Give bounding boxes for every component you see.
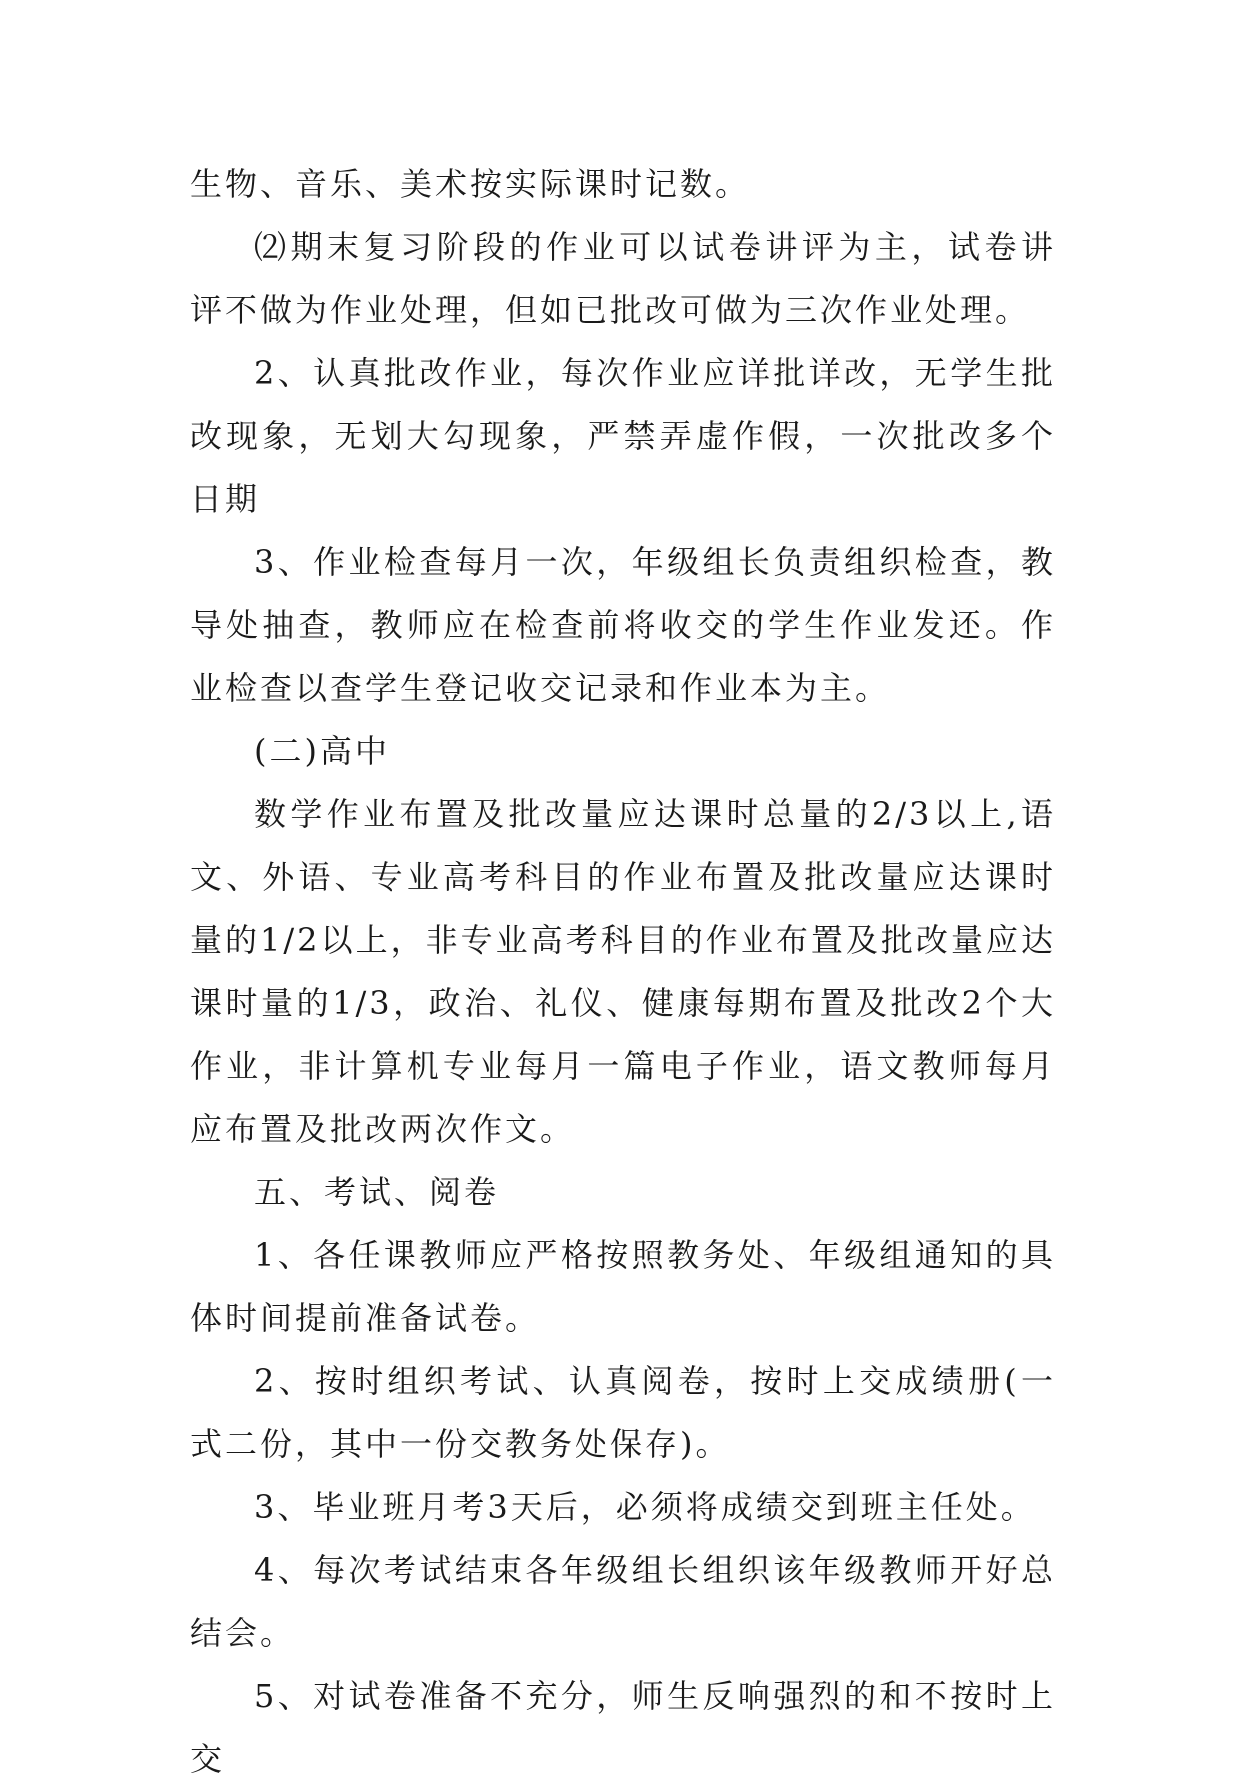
paragraph-final-review: ⑵期末复习阶段的作业可以试卷讲评为主，试卷讲评不做为作业处理，但如已批改可做为三次作业处理。 [190,228,1056,329]
paragraph-summary-meeting: 4、每次考试结束各年级组长组织该年级教师开好总结会。 [190,1551,1056,1652]
paragraph-penalty: 5、对试卷准备不充分，师生反响强烈的和不按时上交 [190,1677,1056,1778]
paragraph-exam-grading: 2、按时组织考试、认真阅卷，按时上交成绩册(一式二份，其中一份交教务处保存)。 [190,1362,1056,1463]
document-page [190,153,1056,1791]
paragraph-graduating-class: 3、毕业班月考3天后，必须将成绩交到班主任处。 [254,1488,1036,1526]
section-heading-high-school: (二)高中 [254,732,390,770]
paragraph-homework-check: 3、作业检查每月一次，年级组长负责组织检查，教导处抽查，教师应在检查前将收交的学生作业发还。作业检查以查学生登记收交记录和作业本为主。 [190,543,1056,707]
paragraph-high-school-homework: 数学作业布置及批改量应达课时总量的2/3以上,语文、外语、专业高考科目的作业布置及批改量应达课时量的1/2以上，非专业高考科目的作业布置及批改量应达课时量的1/3，政治、礼仪、健康每期布置及批改2个大作业，非计算机专业每月一篇电子作业，语文教师每月应布置及批改两次作文。 [190,795,1056,1148]
paragraph-exam-prep: 1、各任课教师应严格按照教务处、年级组通知的具体时间提前准备试卷。 [190,1236,1056,1337]
paragraph-grading: 2、认真批改作业，每次作业应详批详改，无学生批改现象，无划大勾现象，严禁弄虚作假，一次批改多个日期 [190,354,1056,518]
section-heading-exams: 五、考试、阅卷 [254,1173,500,1211]
paragraph-continuation: 生物、音乐、美术按实际课时记数。 [190,165,751,203]
